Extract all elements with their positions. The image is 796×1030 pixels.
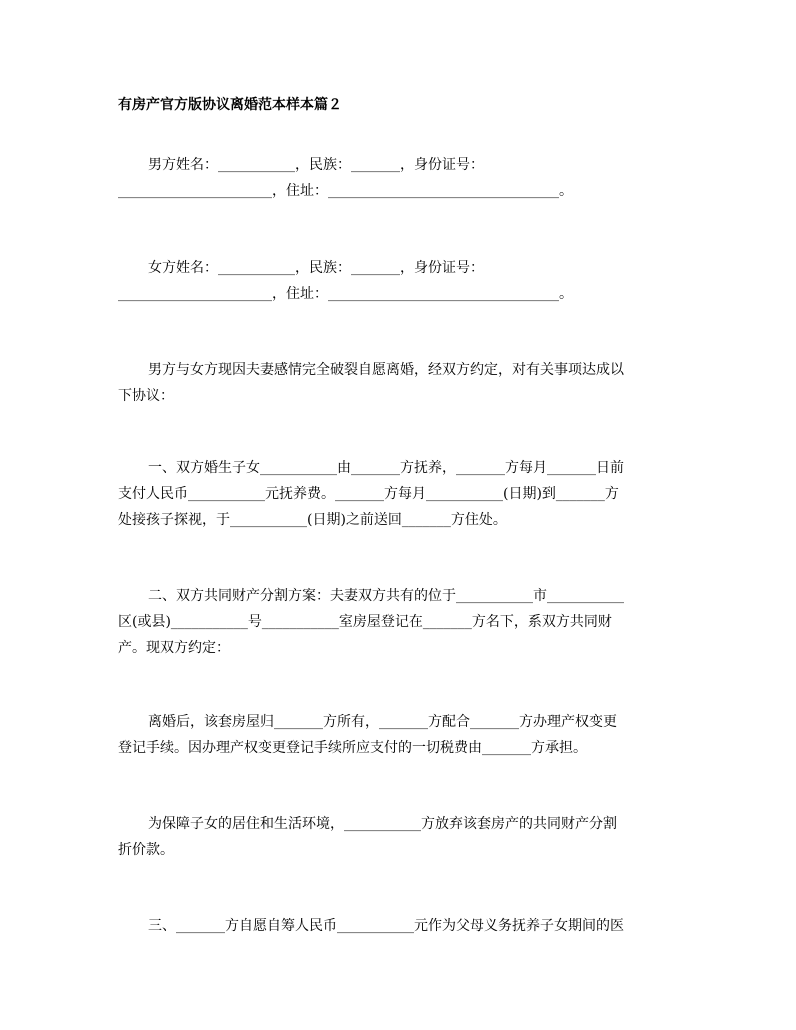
paragraph-line: 为保障子女的居住和生活环境，___________方放弃该套房产的共同财产分割 [148,816,617,832]
paragraph-line: ______________________，住址：_________________________________。 [118,286,573,302]
paragraph-line: 登记手续。因办理产权变更登记手续所应支付的一切税费由_______方承担。 [118,740,587,756]
paragraph-line: 离婚后，该套房屋归_______方所有，_______方配合_______方办理产权变更 [148,714,617,730]
paragraph-line: 三、_______方自愿自筹人民币___________元作为父母义务抚养子女期间的医 [148,918,624,934]
paragraph-line: 女方姓名：___________，民族：_______，身份证号： [148,260,484,276]
paragraph-female-info [118,255,680,307]
paragraph-line: 男方与女方现因夫妻感情完全破裂自愿离婚，经双方约定，对有关事项达成以 [148,362,624,378]
paragraph-line: 区(或县)___________号___________室房屋登记在_______方名下，系双方共同财 [118,614,612,630]
paragraph-clause-two [118,583,680,661]
paragraph-clause-one [118,455,680,533]
paragraph-house-ownership [118,709,680,761]
paragraph-line: 二、双方共同财产分割方案：夫妻双方共有的位于___________市___________ [148,588,624,604]
paragraph-line: 支付人民币___________元抚养费。_______方每月___________(日期)到_______方 [118,486,619,502]
paragraph-line: 产。现双方约定： [118,640,230,656]
paragraph-clause-three [118,913,680,939]
document-title: 有房产官方版协议离婚范本样本篇２ [118,97,342,113]
paragraph-line: ______________________，住址：_________________________________。 [118,183,573,199]
paragraph-line: 男方姓名：___________，民族：_______，身份证号： [148,157,484,173]
paragraph-child-housing [118,811,680,863]
paragraph-male-info [118,152,680,204]
paragraph-line: 一、双方婚生子女___________由_______方抚养，_______方每月_______日前 [148,460,624,476]
paragraph-line: 折价款。 [118,842,174,858]
paragraph-agreement-intro [118,357,680,409]
paragraph-line: 下协议： [118,388,174,404]
paragraph-line: 处接孩子探视，于___________(日期)之前送回_______方住处。 [118,512,507,528]
